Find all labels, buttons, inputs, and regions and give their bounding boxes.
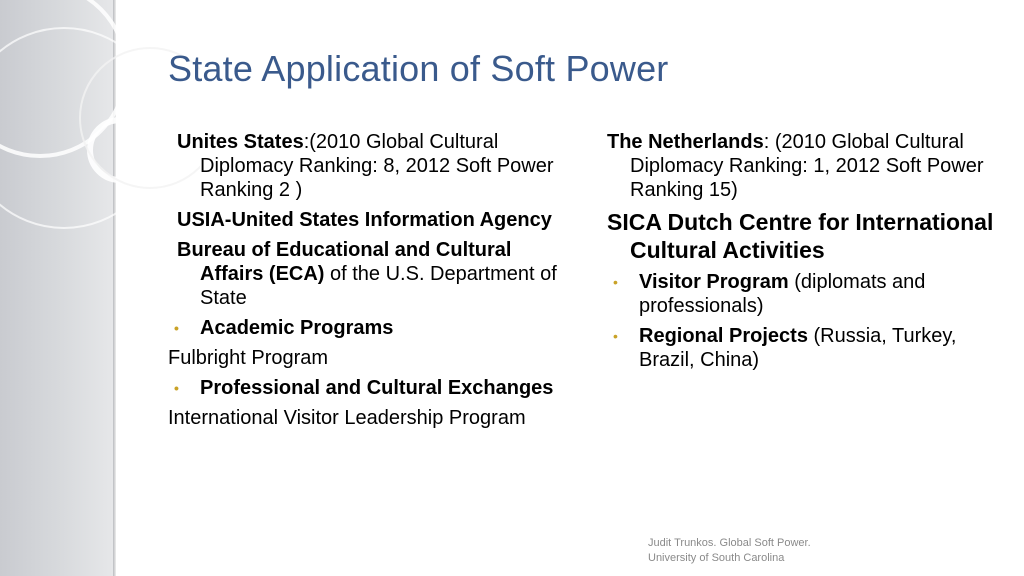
usia-paragraph: USIA-United States Information Agency: [177, 209, 552, 231]
fulbright-item: Fulbright Program: [168, 347, 329, 369]
us-detail: :(2010 Global Cultural Diplomacy Ranking: 8, 2012 Soft Power Ranking 2 ): [200, 131, 554, 201]
professional-exchanges-item: • Professional and Cultural Exchanges: [168, 376, 558, 400]
visitor-program-detail: (diplomats and professionals): [639, 271, 926, 317]
footer-credit: [648, 536, 811, 566]
nl-paragraph: [607, 130, 1002, 202]
us-heading: Unites States: [177, 131, 304, 153]
regional-projects-heading: Regional Projects: [639, 325, 808, 347]
nl-heading: The Netherlands: [607, 131, 764, 153]
visitor-program-item: [607, 270, 1002, 318]
sica-paragraph: SICA Dutch Centre for International Cultural Activities: [607, 209, 994, 263]
nl-detail: : (2010 Global Cultural Diplomacy Ranking: 1, 2012 Soft Power Ranking 15): [630, 131, 984, 201]
eca-paragraph: [168, 238, 558, 310]
academic-programs-item: • Academic Programs: [168, 316, 558, 340]
visitor-program-heading: Visitor Program: [639, 271, 789, 293]
us-paragraph: [168, 130, 558, 202]
eca-detail: of the U.S. Department of State: [200, 263, 557, 309]
footer-line-1: Judit Trunkos. Global Soft Power.: [648, 537, 811, 549]
ivlp-item: International Visitor Leadership Program: [168, 407, 526, 429]
right-column: [607, 130, 1002, 378]
eca-heading: Bureau of Educational and Cultural Affairs (ECA): [177, 239, 512, 285]
regional-projects-item: [607, 324, 1002, 372]
regional-projects-detail: (Russia, Turkey, Brazil, China): [639, 325, 957, 371]
left-column: [168, 130, 558, 436]
footer-line-2: University of South Carolina: [648, 552, 785, 564]
page-title: State Application of Soft Power: [168, 48, 669, 89]
